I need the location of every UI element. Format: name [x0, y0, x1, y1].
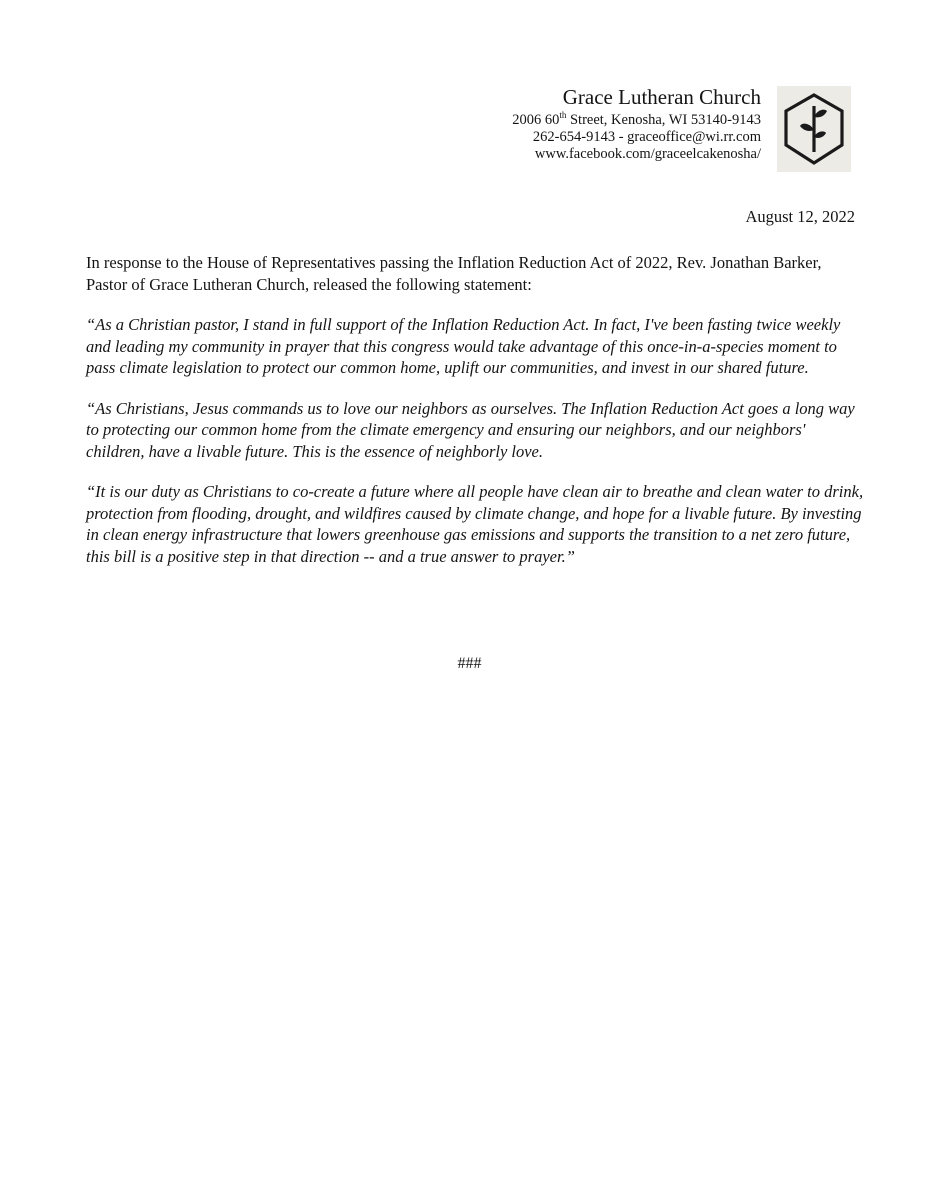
quote-paragraph-3: “It is our duty as Christians to co-create a future where all people have clean air to breathe and clean water to drink, protection from flooding, drought, and wildfires caused by climate change, and hope for a livable future. By investing in clean energy infrastructure that lowers greenhouse gas emissions and supports the transition to a net zero future, this bill is a positive step in that direction -- and a true answer to prayer.”: [86, 482, 864, 566]
letterhead: [512, 84, 761, 163]
letter-date: August 12, 2022: [745, 207, 855, 226]
address-rest: Street, Kenosha, WI 53140-9143: [566, 112, 761, 128]
street-address: [512, 112, 761, 129]
address-ordinal-suffix: th: [559, 110, 567, 121]
statement-body: [86, 252, 866, 586]
quote-paragraph-1: “As a Christian pastor, I stand in full support of the Inflation Reduction Act. In fact, I've been fasting twice weekly and leading my community in prayer that this congress would take advantage of this once-in-a-species moment to pass climate legislation to protect our common home, uplift our communities, and invest in our shared future.: [86, 315, 841, 377]
quote-paragraph-2: “As Christians, Jesus commands us to love our neighbors as ourselves. The Inflation Reduction Act goes a long way to protecting our common home from the climate emergency and ensuring our neighbors, and our neighbors' children, have a livable future. This is the essence of neighborly love.: [86, 398, 855, 461]
address-number: 2006 60: [512, 112, 560, 128]
phone-email: 262-654-9143 - graceoffice@wi.rr.com: [532, 129, 761, 145]
website-url: www.facebook.com/graceelcakenosha/: [534, 146, 761, 162]
end-of-release-mark: ###: [457, 655, 482, 672]
sprout-hexagon-logo-icon: [777, 86, 851, 172]
organization-name: Grace Lutheran Church: [562, 85, 761, 109]
intro-paragraph: In response to the House of Representatives passing the Inflation Reduction Act of 2022, Rev. Jonathan Barker, Pastor of Grace Lutheran Church, released the following statement:: [86, 253, 822, 294]
